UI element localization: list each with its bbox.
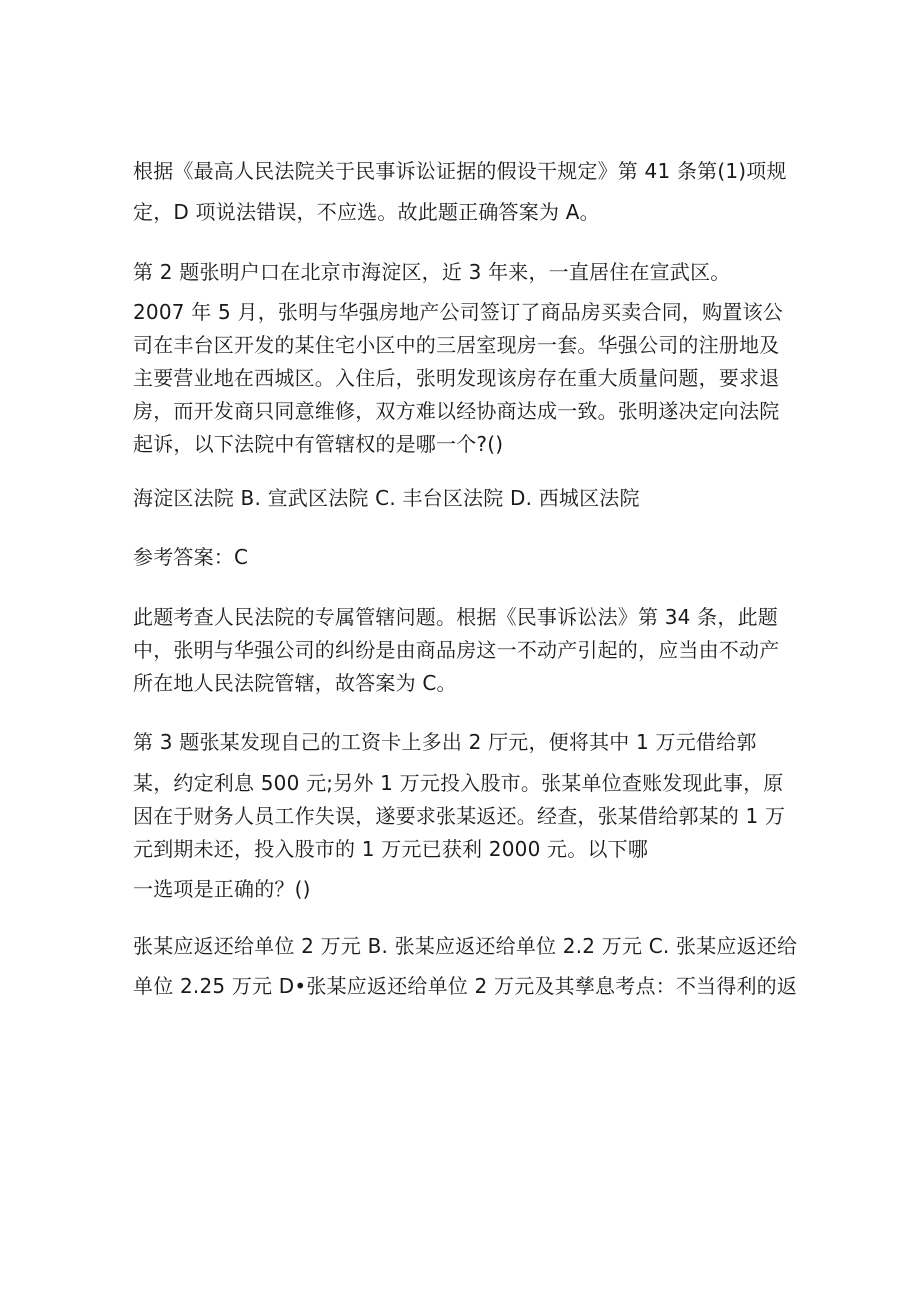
text-line-12: 中，张明与华强公司的纠纷是由商品房这一不动产引起的，应当由不动产 bbox=[133, 638, 780, 662]
text-line-17: 元到期未还，投入股市的 1 万元已获利 2000 元。以下哪 bbox=[133, 837, 649, 861]
text-line-13: 所在地人民法院管辖，故答案为 C。 bbox=[133, 671, 457, 695]
question-3-options-line-1: 张某应返还给单位 2 万元 B. 张某应返还给单位 2.2 万元 C. 张某应返还给 bbox=[133, 934, 798, 958]
question-3-options-line-2: 单位 2.25 万元 D•张某应返还给单位 2 万元及其孳息考点：不当得利的返 bbox=[133, 974, 798, 998]
question-2-heading: 第 2 题张明户口在北京市海淀区，近 3 年来，一直居住在宣武区。 bbox=[133, 260, 731, 284]
reference-answer: 参考答案：C bbox=[133, 545, 249, 569]
text-line-5: 司在丰台区开发的某住宅小区中的三居室现房一套。华强公司的注册地及 bbox=[133, 333, 780, 357]
text-line-15: 某，约定利息 500 元;另外 1 万元投入股市。张某单位查账发现此事，原 bbox=[133, 771, 784, 795]
text-line-1: 根据《最高人民法院关于民事诉讼证据的假设干规定》第 41 条第(1)项规 bbox=[133, 159, 787, 183]
text-line-8: 起诉，以下法院中有管辖权的是哪一个?() bbox=[133, 432, 504, 456]
text-line-11: 此题考查人民法院的专属管辖问题。根据《民事诉讼法》第 34 条，此题 bbox=[133, 605, 778, 629]
text-line-6: 主要营业地在西城区。入住后，张明发现该房存在重大质量问题，要求退 bbox=[133, 366, 780, 390]
text-line-16: 因在于财务人员工作失误，遂要求张某返还。经查，张某借给郭某的 1 万 bbox=[133, 804, 786, 828]
text-line-7: 房，而开发商只同意维修，双方难以经协商达成一致。张明遂决定向法院 bbox=[133, 399, 780, 423]
question-3-heading: 第 3 题张某发现自己的工资卡上多出 2 厅元，便将其中 1 万元借给郭 bbox=[133, 730, 757, 754]
text-line-4: 2007 年 5 月，张明与华强房地产公司签订了商品房买卖合同，购置该公 bbox=[133, 300, 783, 324]
text-line-2: 定，D 项说法错误，不应选。故此题正确答案为 A。 bbox=[133, 200, 600, 224]
text-line-18: 一选项是正确的？() bbox=[133, 877, 311, 901]
question-2-options: 海淀区法院 B. 宣武区法院 C. 丰台区法院 D. 西城区法院 bbox=[133, 486, 640, 510]
